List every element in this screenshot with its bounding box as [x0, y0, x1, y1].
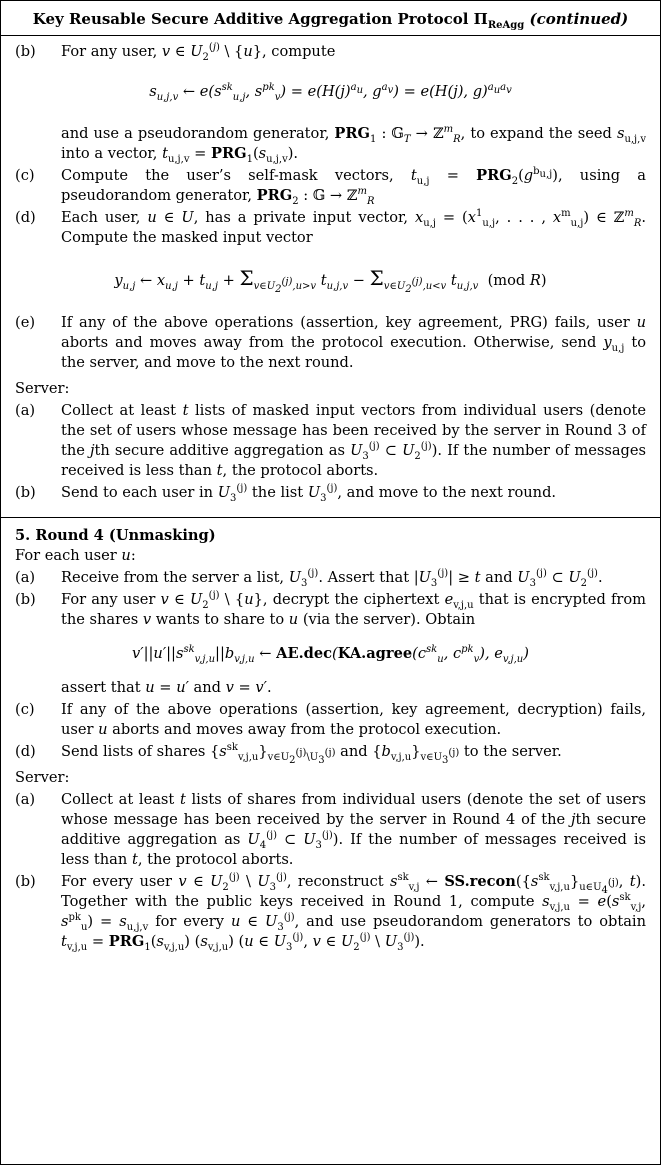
title-continued: (continued) — [529, 10, 629, 28]
round4-intro: For each user u: — [15, 547, 136, 564]
step-4c — [15, 700, 646, 740]
step-text: If any of the above operations (assertion, key agreement, PRG) fails, user u aborts and moves away from the protocol execution. Otherwise, send $y_{u,j}$ to the server, and move to the next round. — [61, 314, 646, 371]
title-text: Key Reusable Secure Additive Aggregation Protocol $\Pi_{ReAgg}$ — [32, 10, 525, 31]
equation-decrypt: $v'||u'||s^{sk}_{v,j,u}||b_{v,j,u}$ ← $AE.dec(KA.agree(c^{sk}_u$, $c^{pk}_v$), $e_{v,j,u}$) — [132, 644, 529, 665]
step-label: (a) — [15, 402, 36, 419]
server-step-4a — [15, 790, 646, 870]
protocol-title — [1, 1, 660, 36]
step-3e — [15, 313, 646, 373]
step-label: (d) — [15, 743, 36, 760]
step-text: If any of the above operations (assertion, key agreement, decryption) fails, user u aborts and moves away from the protocol execution. — [61, 701, 646, 738]
step-text: Receive from the server a list, $U_3^{(j)}$. Assert that $|U_3^{(j)}| \ge t$ and $U_3^{(j)}$ ⊂ $U_2^{(j)}$. — [61, 568, 603, 589]
round4-heading: 5. Round 4 (Unmasking) — [15, 527, 216, 544]
step-label: (b) — [15, 43, 36, 60]
equation-masked-input: $y_{u,j}$ ← $x_{u,j} + t_{u,j} + \Sigma_{v\in U_2^{(j)},u>v}$ $t_{u,j,v} - \Sigma_{v\in U_2^{(j)},u<v}$ $t_{u,j,v}$ (mod R) — [114, 266, 547, 295]
server-heading-r3: Server: — [15, 380, 70, 397]
step-4a — [15, 568, 646, 588]
server-step-3a — [15, 401, 646, 481]
step-text: Send to each user in $U_3^{(j)}$ the list $U_3^{(j)}$, and move to the next round. — [61, 483, 557, 504]
step-label: (b) — [15, 873, 36, 890]
step-label: (c) — [15, 701, 35, 718]
step-label: (b) — [15, 591, 36, 608]
step-3c — [15, 166, 646, 206]
step-text: assert that u = u′ and v = v′. — [61, 679, 272, 696]
step-text: For any user v ∈ $U_2^{(j)}$ \ {u}, decrypt the ciphertext $e_{v,j,u}$ that is encrypted from the shares v wants to share to u (via the server). Obtain — [61, 590, 646, 628]
protocol-content — [1, 36, 660, 952]
step-4d — [15, 742, 646, 766]
step-3d — [15, 208, 646, 248]
server-step-3b — [15, 483, 646, 503]
step-text: Collect at least t lists of masked input vectors from individual users (denote the set of users whose message has been received by the server in Round 3 of the jth secure additive aggregation as $U_3^{(j)}$ ⊂ $U_2^{(j)}$). If the number of messages received is less than t, the protocol aborts. — [61, 402, 647, 479]
step-text: For any user, v ∈ $U_2^{(j)}$ \ {u}, compute — [61, 42, 336, 63]
step-label: (d) — [15, 209, 36, 226]
step-label: (c) — [15, 167, 35, 184]
step-label: (a) — [15, 791, 36, 808]
step-text: Send lists of shares $\{s^{sk}_{v,j,u}\}_{v\in U_2^{(j)}\backslash U_3^{(j)}}$ and $\{b_{v,j,u}\}_{v\in U_3^{(j)}}$ to the server. — [61, 742, 562, 766]
step-3b — [15, 42, 646, 62]
step-text: Collect at least t lists of shares from individual users (denote the set of users whose message has been received by the server in Round 4 of the jth secure additive aggregation as $U_4^{(j)}$ ⊂ $U_3^{(j)}$). If the number of messages received is less than t, the protocol aborts. — [61, 791, 646, 868]
step-label: (e) — [15, 314, 36, 331]
step-3b-cont — [15, 124, 646, 164]
server-heading-r4: Server: — [15, 769, 70, 786]
section-divider — [1, 517, 660, 518]
step-4b — [15, 590, 646, 630]
step-text: Compute the user’s self-mask vectors, $t_{u,j} = PRG_2(g^{b_{u,j}})$, using a pseudorandom generator, $PRG_2$ : 𝔾 → ℤ$^m_R$ — [61, 166, 647, 207]
server-step-4b — [15, 872, 646, 952]
step-text: For every user v ∈ $U_2^{(j)}$ \ $U_3^{(j)}$, reconstruct $s^{sk}_{v,j}$ ← $SS.recon(\{s^{sk}_{v,j,u}\}_{u\in U_4^{(j)}}$, t). Together with the public keys received in Round 1, compute $s_{v,j,u} = e(s^{sk}_{v,j}$, $s^{pk}_u) = s_{u,j,v}$ for every u ∈ $U_3^{(j)}$, and use pseudorandom generators to obtain $t_{v,j,u} = PRG_1(s_{v,j,u})$ $(s_{v,j,u})$ (u ∈ $U_3^{(j)}$, v ∈ $U_2^{(j)}$ \ $U_3^{(j)}$). — [61, 872, 646, 953]
step-4b-cont — [15, 678, 646, 698]
step-text: and use a pseudorandom generator, $PRG_1$ : 𝔾$_T$ → ℤ$^m_R$, to expand the seed $s_{u,j,v}$ into a vector, $t_{u,j,v} = PRG_1(s_{u,j,v})$. — [61, 124, 646, 165]
step-label: (b) — [15, 484, 36, 501]
step-text: Each user, u ∈ U, has a private input vector, $x_{u,j} = (x^1_{u,j}$, . . . , $x^m_{u,j}$) ∈ ℤ$^m_R$. Compute the masked input vector — [61, 208, 646, 246]
step-label: (a) — [15, 569, 36, 586]
equation-shared-seed: $s_{u,j,v}$ ← $e(s^{sk}_{u,j}$, $s^{pk}_v) = e(H(j)^{a_u}$, $g^{a_v}) = e(H(j)$, g)$^{a_ua_v}$ — [149, 82, 512, 103]
